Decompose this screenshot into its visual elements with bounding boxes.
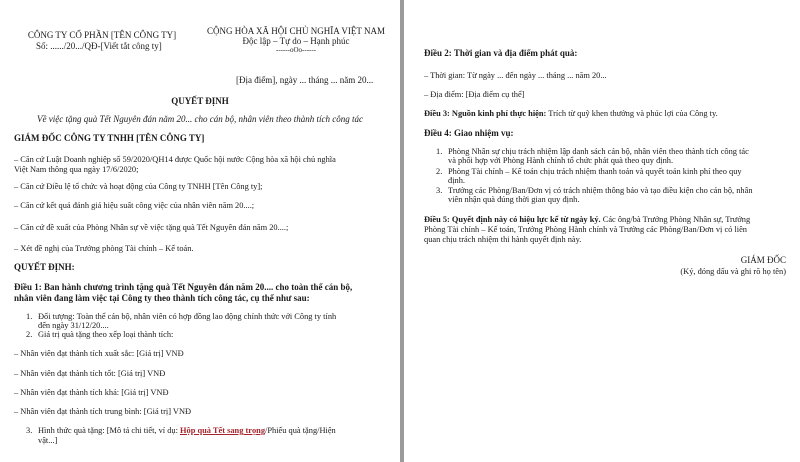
gift-form-suffix: /Phiếu quà tặng/Hiện [265, 426, 336, 435]
document-number: Số: ....../20.../QĐ-[Viết tắt công ty] [36, 41, 162, 51]
motto-rule: ------oOo------ [275, 46, 317, 54]
decision-subtitle: Về việc tặng quà Tết Nguyên đán năm 20... cho cán bộ, nhân viên theo thành tích công tác [37, 114, 363, 124]
article-5-text: Các ông/bà Trưởng Phòng Nhân sự, Trưởng [600, 215, 751, 224]
signer-note: (Ký, đóng dấu và ghi rõ họ tên) [680, 267, 786, 276]
company-name: CÔNG TY CỔ PHẦN [TÊN CÔNG TY] [27, 30, 177, 40]
article-5-line3: quan chịu trách nhiệm thi hành quyết định này. [424, 235, 582, 244]
decide-heading: QUYẾT ĐỊNH: [14, 262, 75, 272]
gift-value-good: – Nhân viên đạt thành tích tốt: [Giá trị] VNĐ [14, 369, 166, 378]
article-2-place: – Địa điểm: [Địa điểm cụ thể] [424, 90, 525, 99]
article-5-line2: Phòng Tài chính – Kế toán, Trưởng Phòng Hành chính và Trưởng các Phòng/Ban/Đơn vị có liên [424, 225, 747, 234]
article-1-item-1-line2: đến ngày 31/12/20.... [38, 321, 109, 330]
article-4-item-1-line1: Phòng Nhân sự chịu trách nhiệm lập danh sách cán bộ, nhân viên theo thành tích công tác [448, 147, 749, 156]
article-3-label: Điều 3: Nguồn kinh phí thực hiện: [424, 109, 547, 118]
article-5-label: Điều 5: Quyết định này có hiệu lực kể từ ngày ký. [424, 215, 601, 224]
article-2-time: – Thời gian: Từ ngày ... đến ngày ... tháng ... năm 20... [424, 71, 607, 80]
article-4-title: Điều 4: Giao nhiệm vụ: [424, 128, 514, 138]
decision-title: QUYẾT ĐỊNH [171, 96, 229, 106]
gift-value-average: – Nhân viên đạt thành tích trung bình: [Giá trị] VNĐ [14, 407, 192, 416]
article-4-item-3-line1: Trưởng các Phòng/Ban/Đơn vị có trách nhiệm thông báo và tạo điều kiện cho cán bộ, nhân [448, 186, 753, 195]
gift-box-link[interactable]: Hộp quà Tết sang trọng [180, 426, 266, 435]
article-2-title: Điều 2: Thời gian và địa điểm phát quà: [424, 48, 578, 58]
basis-1-line2: Việt Nam thông qua ngày 17/6/2020; [14, 165, 139, 174]
article-4-item-1-number: 1. [436, 147, 443, 156]
issuer: GIÁM ĐỐC CÔNG TY TNHH [TÊN CÔNG TY] [14, 133, 205, 143]
basis-3: – Căn cứ kết quả đánh giá hiệu suất công việc của nhân viên năm 20....; [14, 201, 255, 210]
article-1-item-1-number: 1. [26, 312, 33, 321]
article-4-item-2-line1: Phòng Tài chính – Kế toán chịu trách nhiệm thanh toán và quyết toán kinh phí theo quy [448, 167, 742, 176]
article-1-item-2: Giá trị quà tặng theo xếp loại thành tích: [38, 330, 174, 339]
article-4-item-2-number: 2. [436, 167, 443, 176]
article-1-item-3-line1 [38, 425, 336, 436]
gift-value-fair: – Nhân viên đạt thành tích khá: [Giá trị] VNĐ [14, 388, 169, 397]
article-4-item-3-line2: viên nhận quà đúng thời gian quy định. [448, 195, 580, 204]
motto: Độc lập – Tự do – Hạnh phúc [242, 36, 350, 46]
article-1-line1: Điều 1: Ban hành chương trình tặng quà Tết Nguyên đán năm 20.... cho toàn thể cán bộ, [14, 282, 353, 292]
article-1-item-1-line1: Đối tượng: Toàn thể cán bộ, nhân viên có hợp đồng lao động chính thức với Công ty tính [38, 312, 337, 321]
gift-form-prefix: Hình thức quà tặng: [Mô tả chi tiết, ví dụ: [38, 426, 181, 435]
signer-title: GIÁM ĐỐC [740, 255, 786, 265]
article-1-item-2-number: 2. [26, 330, 33, 339]
basis-4: – Căn cứ đề xuất của Phòng Nhân sự về việc tặng quà Tết Nguyên đán năm 20....; [14, 223, 289, 232]
article-4-item-1-line2: và phối hợp với Phòng Hành chính tổ chức phát quà theo quy định. [448, 156, 674, 165]
article-1-item-3-line2: vật...] [38, 436, 58, 445]
article-3-text: Trích từ quỹ khen thưởng và phúc lợi của Công ty. [546, 109, 718, 118]
article-3 [424, 108, 718, 119]
basis-1-line1: – Căn cứ Luật Doanh nghiệp số 59/2020/QH14 được Quốc hội nước Cộng hòa xã hội chủ nghĩa [14, 155, 336, 164]
basis-5: – Xét đề nghị của Trưởng phòng Tài chính – Kế toán. [14, 244, 194, 253]
article-1-line2: nhân viên đang làm việc tại Công ty theo thành tích công tác, cụ thể như sau: [14, 293, 310, 303]
nation-title: CỘNG HÒA XÃ HỘI CHỦ NGHĨA VIỆT NAM [207, 26, 385, 36]
gift-value-excellent: – Nhân viên đạt thành tích xuất sắc: [Giá trị] VNĐ [14, 349, 184, 358]
basis-2: – Căn cứ Điều lệ tổ chức và hoạt động của Công ty TNHH [Tên Công ty]; [14, 182, 263, 191]
article-4-item-3-number: 3. [436, 186, 443, 195]
article-1-item-3-number: 3. [26, 426, 33, 435]
place-date: [Địa điểm], ngày ... tháng ... năm 20... [236, 75, 374, 85]
document-page-2 [404, 0, 800, 462]
article-4-item-2-line2: định. [448, 176, 465, 185]
